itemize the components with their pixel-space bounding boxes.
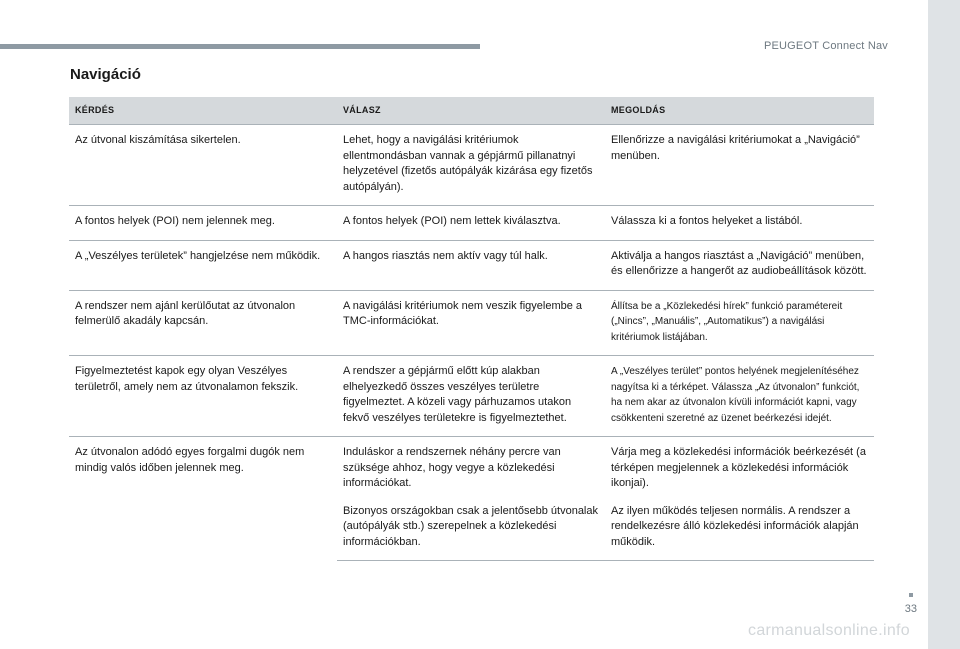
solution-cell: Aktiválja a hangos riasztást a „Navigáció” menüben, és ellenőrizze a hangerőt az audiobeállítások között.	[605, 240, 874, 290]
question-cell: A fontos helyek (POI) nem jelennek meg.	[69, 206, 337, 241]
page-edge-strip	[928, 0, 960, 649]
table-row	[69, 437, 874, 502]
answer-cell: Lehet, hogy a navigálási kritériumok ellentmondásban vannak a gépjármű pillanatnyi helyzetével (fizetős autópályák kizárása egy fizetős autópályán).	[337, 125, 605, 206]
question-cell: Az útvonal kiszámítása sikertelen.	[69, 125, 337, 206]
table-header-row	[69, 97, 874, 125]
solution-cell: Ellenőrizze a navigálási kritériumokat a „Navigáció” menüben.	[605, 125, 874, 206]
table-row	[69, 206, 874, 241]
question-cell: A rendszer nem ajánl kerülőutat az útvonalon felmerülő akadály kapcsán.	[69, 290, 337, 356]
column-header-answer: VÁLASZ	[337, 97, 605, 125]
question-cell: Az útvonalon adódó egyes forgalmi dugók nem mindig valós időben jelennek meg.	[69, 437, 337, 561]
answer-cell: A fontos helyek (POI) nem lettek kiválasztva.	[337, 206, 605, 241]
page-number: 33	[904, 603, 917, 615]
answer-cell: Induláskor a rendszernek néhány percre van szüksége ahhoz, hogy vegye a közlekedési információkat.	[337, 437, 605, 502]
question-cell: Figyelmeztetést kapok egy olyan Veszélyes területről, amely nem az útvonalamon fekszik.	[69, 356, 337, 437]
faq-table	[69, 97, 874, 561]
table-row	[69, 125, 874, 206]
header-brand: PEUGEOT Connect Nav	[763, 40, 888, 52]
table-row	[69, 356, 874, 437]
watermark: carmanualsonline.info	[748, 622, 910, 639]
solution-cell: Az ilyen működés teljesen normális. A rendszer a rendelkezésre álló közlekedési információk alapján működik.	[605, 502, 874, 561]
header-rule	[0, 44, 480, 49]
table-row	[69, 240, 874, 290]
solution-cell: Válassza ki a fontos helyeket a listából.	[605, 206, 874, 241]
page-marker	[909, 593, 913, 597]
answer-cell: A rendszer a gépjármű előtt kúp alakban elhelyezkedő összes veszélyes területre figyelmeztet. A közeli vagy párhuzamos utakon fekvő veszélyes területekre is figyelmeztethet.	[337, 356, 605, 437]
column-header-question: KÉRDÉS	[69, 97, 337, 125]
table-row	[69, 290, 874, 356]
solution-cell: A „Veszélyes terület” pontos helyének megjelenítéséhez nagyítsa ki a térképet. Válassza „Az útvonalon” funkciót, ha nem akar az útvonalon kívüli információt kapni, vagy csökkenteni szeretné az üzenet beérkezési idejét.	[605, 356, 874, 437]
page-title: Navigáció	[70, 66, 141, 83]
question-cell: A „Veszélyes területek” hangjelzése nem működik.	[69, 240, 337, 290]
solution-cell: Állítsa be a „Közlekedési hírek” funkció paramétereit („Nincs”, „Manuális”, „Automatikus”) a navigálási kritériumok listájában.	[605, 290, 874, 356]
answer-cell: A hangos riasztás nem aktív vagy túl halk.	[337, 240, 605, 290]
answer-cell: A navigálási kritériumok nem veszik figyelembe a TMC-információkat.	[337, 290, 605, 356]
answer-cell: Bizonyos országokban csak a jelentősebb útvonalak (autópályák stb.) szerepelnek a közlekedési információkban.	[337, 502, 605, 561]
solution-cell: Várja meg a közlekedési információk beérkezését (a térképen megjelennek a közlekedési információk ikonjai).	[605, 437, 874, 502]
column-header-solution: MEGOLDÁS	[605, 97, 874, 125]
